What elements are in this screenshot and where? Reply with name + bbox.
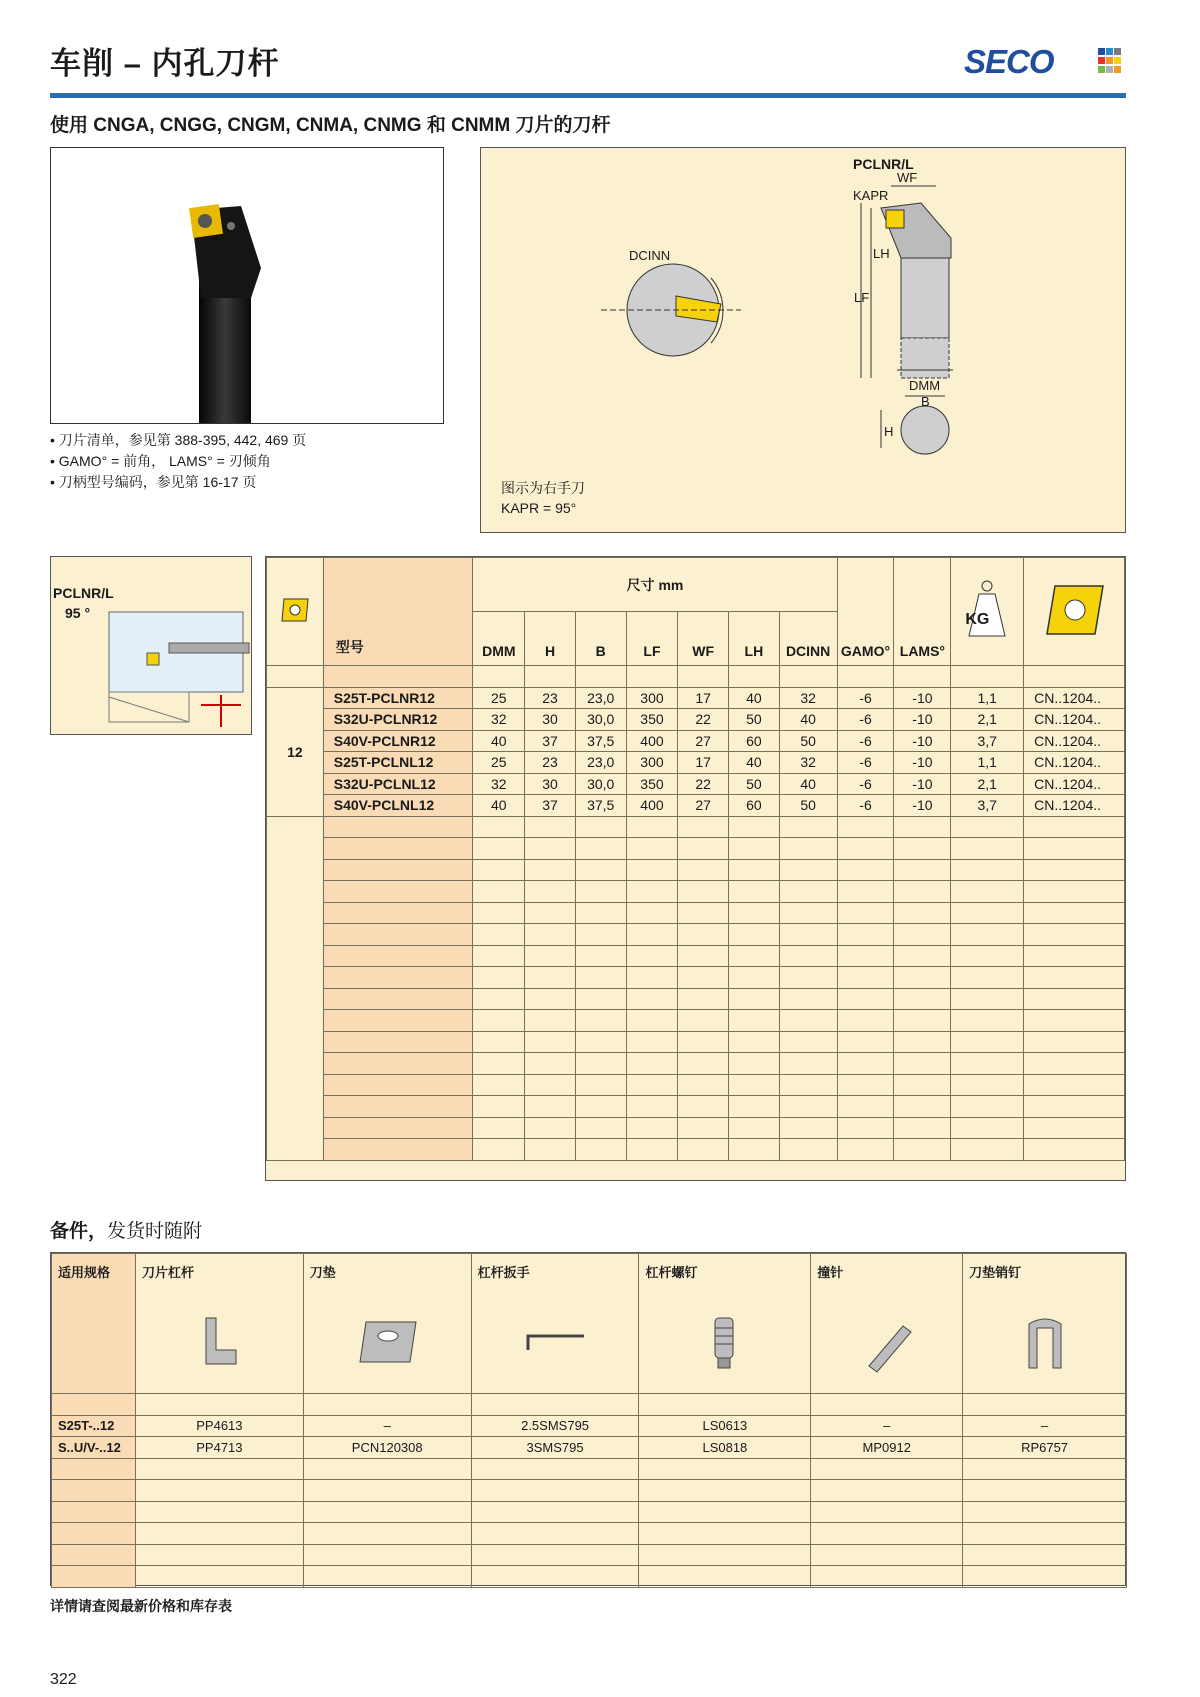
acc-row [52,1415,1127,1437]
table-row [267,795,1125,817]
table-cell: -6 [837,730,894,752]
acc-part-cell: PP4713 [135,1437,303,1459]
table-cell: 37,5 [575,730,626,752]
empty-row [267,1074,1125,1096]
table-cell: 32 [779,752,837,774]
empty-row [267,945,1125,967]
table-row [267,752,1125,774]
acc-header-size: 适用规格 [52,1254,136,1394]
table-cell: -6 [837,709,894,731]
acc-header-shim-pin [963,1254,1127,1394]
label-dcinn: DCINN [629,248,671,263]
acc-part-cell: 3SMS795 [471,1437,639,1459]
table-cell: 50 [779,730,837,752]
empty-row [267,988,1125,1010]
acc-header-pin [811,1254,963,1394]
label-wf: WF [897,170,918,185]
table-row [267,709,1125,731]
shim-pin-icon [1023,1314,1067,1374]
acc-header-label: 杠杆扳手 [477,1265,530,1280]
model-cell: S40V-PCLNL12 [323,795,473,817]
insert-shape-icon [278,595,312,625]
empty-row [267,838,1125,860]
model-cell: S32U-PCLNL12 [323,773,473,795]
table-cell: 32 [473,709,525,731]
table-cell: 22 [678,709,729,731]
acc-header-label: 刀片杠杆 [141,1265,194,1280]
acc-row [52,1437,1127,1459]
acc-part-cell: 2.5SMS795 [471,1415,639,1437]
empty-row [267,1096,1125,1118]
acc-part-cell: – [811,1415,963,1437]
accessories-title-suffix: 发货时随附 [107,1221,203,1242]
table-cell: -10 [894,730,951,752]
acc-empty-row [52,1458,1127,1480]
dimensions-table [265,556,1126,1181]
table-cell: 350 [626,773,678,795]
diagram-lines [51,557,253,736]
acc-empty-row [52,1480,1127,1502]
size-cell: 12 [267,687,324,816]
table-cell: CN..1204.. [1024,795,1125,817]
diagram-title: PCLNR/L [53,585,114,601]
col-header: LAMS° [894,558,951,666]
table-cell: -6 [837,687,894,709]
page-title: 车削 – 内孔刀杆 [50,46,280,81]
table-cell: 400 [626,795,678,817]
table-cell: -6 [837,773,894,795]
acc-empty-row [52,1566,1127,1588]
note-item: • 刀片清单，参见第 388-395, 442, 469 页 [50,430,306,451]
product-photo [50,147,444,424]
lever-icon [196,1314,244,1370]
acc-empty-row [52,1501,1127,1523]
col-header: WF [678,612,729,666]
empty-row [267,967,1125,989]
acc-part-cell: PP4613 [135,1415,303,1437]
accessories-table [50,1252,1126,1586]
col-header: GAMO° [837,558,894,666]
header-rule [50,93,1126,98]
acc-empty-row [52,1523,1127,1545]
model-header: 型号 [323,558,473,666]
table-cell: CN..1204.. [1024,752,1125,774]
insert-large-icon [1041,580,1107,640]
table-cell: 50 [779,795,837,817]
table-cell: 23,0 [575,687,626,709]
table-cell: 1,1 [951,687,1024,709]
drawing-title: PCLNR/L [853,156,914,172]
pin-icon [859,1314,919,1374]
label-lf: LF [854,290,870,305]
table-cell: 400 [626,730,678,752]
table-row [267,687,1125,709]
acc-empty-row [52,1544,1127,1566]
table-cell: 23 [525,752,576,774]
table-cell: 37 [525,795,576,817]
table-cell: 40 [473,795,525,817]
label-b: B [921,394,930,409]
table-row [267,773,1125,795]
acc-header-label: 刀垫销钉 [969,1265,1022,1280]
table-cell: 23 [525,687,576,709]
acc-header-screw [639,1254,811,1394]
table-cell: 300 [626,752,678,774]
table-cell: 40 [779,773,837,795]
acc-part-cell: RP6757 [963,1437,1127,1459]
empty-row [267,1010,1125,1032]
table-cell: 32 [779,687,837,709]
table-cell: 1,1 [951,752,1024,774]
col-header: DMM [473,612,525,666]
model-cell: S32U-PCLNR12 [323,709,473,731]
acc-header-label: 杠杆螺钉 [645,1265,698,1280]
table-cell: 50 [729,773,780,795]
col-header: LH [729,612,780,666]
note-item: • GAMO° = 前角， LAMS° = 刃倾角 [50,451,306,472]
acc-size-cell: S..U/V-..12 [52,1437,136,1459]
col-header: LF [626,612,678,666]
table-cell: CN..1204.. [1024,709,1125,731]
orientation-diagram [50,556,252,735]
logo-squares-icon [1098,48,1122,76]
table-cell: 40 [779,709,837,731]
empty-row [267,816,1125,838]
label-h: H [884,424,894,439]
acc-header-label: 撞针 [817,1265,844,1280]
table-cell: -6 [837,752,894,774]
col-header: B [575,612,626,666]
label-lh: LH [873,246,890,261]
acc-part-cell: MP0912 [811,1437,963,1459]
table-cell: 25 [473,687,525,709]
acc-part-cell: LS0818 [639,1437,811,1459]
empty-row [267,902,1125,924]
table-cell: -10 [894,752,951,774]
technical-drawing [480,147,1126,533]
empty-row [267,1053,1125,1075]
page-number: 322 [50,1671,77,1688]
label-kapr: KAPR [853,188,889,203]
table-cell: 30,0 [575,773,626,795]
table-row [267,730,1125,752]
table-cell: 350 [626,709,678,731]
table-cell: 27 [678,730,729,752]
boring-bar-image [51,148,444,424]
table-cell: 17 [678,687,729,709]
hex-key-icon [524,1330,588,1354]
shim-icon [356,1316,420,1368]
model-cell: S25T-PCLNR12 [323,687,473,709]
model-cell: S40V-PCLNR12 [323,730,473,752]
screw-icon [709,1314,739,1374]
table-cell: 50 [729,709,780,731]
table-cell: 30 [525,709,576,731]
accessories-title-main: 备件， [50,1221,108,1242]
table-cell: CN..1204.. [1024,773,1125,795]
empty-row [267,1031,1125,1053]
acc-part-cell: – [303,1415,471,1437]
acc-header-label: 刀垫 [309,1265,336,1280]
table-cell: 40 [729,752,780,774]
table-cell: CN..1204.. [1024,687,1125,709]
drawing-caption-kapr: KAPR = 95° [501,500,577,516]
table-cell: 32 [473,773,525,795]
table-cell: 60 [729,730,780,752]
acc-header-key [471,1254,639,1394]
model-cell: S25T-PCLNL12 [323,752,473,774]
acc-header-shim [303,1254,471,1394]
table-cell: 23,0 [575,752,626,774]
table-cell: -10 [894,687,951,709]
dims-header: 尺寸 mm [473,558,837,612]
acc-header-lever [135,1254,303,1394]
page-subtitle: 使用 CNGA, CNGG, CNGM, CNMA, CNMG 和 CNMM 刀片的刀杆 [50,115,611,136]
empty-row [267,1139,1125,1161]
brand-name: SECO [964,43,1054,80]
table-cell: 2,1 [951,773,1024,795]
table-cell: 40 [473,730,525,752]
col-header: DCINN [779,612,837,666]
table-cell: 37 [525,730,576,752]
acc-part-cell: LS0613 [639,1415,811,1437]
table-cell: 3,7 [951,730,1024,752]
table-cell: -6 [837,795,894,817]
weight-icon [961,578,1013,642]
empty-row [267,1117,1125,1139]
table-cell: 60 [729,795,780,817]
acc-part-cell: PCN120308 [303,1437,471,1459]
table-cell: 27 [678,795,729,817]
table-cell: 30 [525,773,576,795]
table-cell: 3,7 [951,795,1024,817]
notes-list [50,430,306,493]
weight-label: KG [965,611,990,628]
diagram-angle: 95 ° [65,605,91,621]
note-item: • 刀柄型号编码，参见第 16-17 页 [50,472,306,493]
table-cell: 17 [678,752,729,774]
col-header: H [525,612,576,666]
empty-row [267,881,1125,903]
insert-icon-header [267,558,324,666]
table-cell: -10 [894,795,951,817]
table-cell: CN..1204.. [1024,730,1125,752]
table-cell: -10 [894,773,951,795]
footer-note: 详情请查阅最新价格和库存表 [50,1598,232,1614]
weight-header [951,558,1024,666]
table-cell: 25 [473,752,525,774]
table-cell: 300 [626,687,678,709]
table-cell: 22 [678,773,729,795]
table-cell: 40 [729,687,780,709]
table-cell: 2,1 [951,709,1024,731]
drawing-lines [481,148,1127,534]
empty-row [267,859,1125,881]
acc-size-cell: S25T-..12 [52,1415,136,1437]
label-dmm: DMM [909,378,941,393]
table-cell: -10 [894,709,951,731]
acc-part-cell: – [963,1415,1127,1437]
empty-row [267,924,1125,946]
drawing-caption-hand: 图示为右手刀 [501,480,585,496]
seco-logo [964,44,1126,80]
table-cell: 37,5 [575,795,626,817]
accessories-title [50,1216,202,1243]
insert-header [1024,558,1125,666]
table-cell: 30,0 [575,709,626,731]
